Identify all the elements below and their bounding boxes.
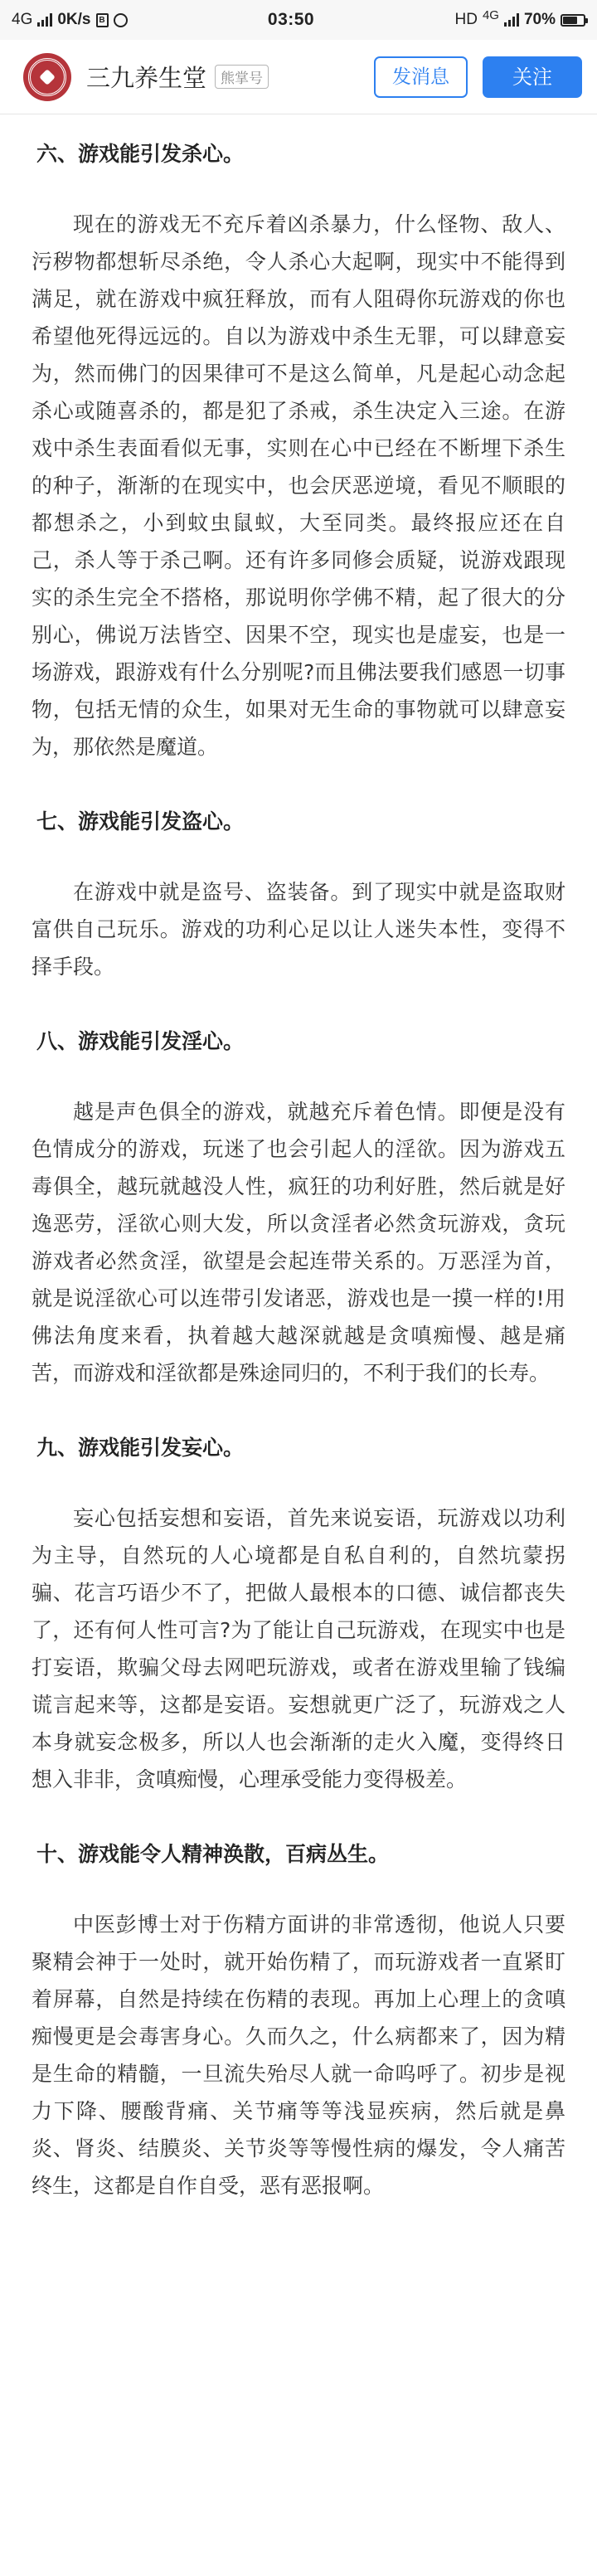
account-badge: 熊掌号 [215, 65, 269, 89]
section-paragraph-7: 在游戏中就是盗号、盗装备。到了现实中就是盗取财富供自己玩乐。游戏的功利心足以让人迷失本性，变得不择手段。 [32, 880, 565, 979]
section-paragraph-6: 现在的游戏无不充斥着凶杀暴力，什么怪物、敌人、污秽物都想斩尽杀绝，令人杀心大起啊，现实中不能得到满足，就在游戏中疯狂释放，而有人阻碍你玩游戏的你也希望他死得远远的。自以为游戏中杀生无罪，可以肆意妄为，然而佛门的因果律可不是这么简单，凡是起心动念起杀心或随喜杀的，都是犯了杀戒，杀生决定入三途。在游戏中杀生表面看似无事，实则在心中已经在不断埋下杀生的种子，渐渐的在现实中，也会厌恶逆境，看见不顺眼的都想杀之，小到蚊虫鼠蚁，大至同类。最终报应还在自己，杀人等于杀己啊。还有许多同修会质疑，说游戏跟现实的杀生完全不搭格，那说明你学佛不精，起了很大的分别心，佛说万法皆空、因果不空，现实也是虚妄，也是一场游戏，跟游戏有什么分别呢?而且佛法要我们感恩一切事物，包括无情的众生，如果对无生命的事物就可以肆意妄为，那依然是魔道。 [32, 212, 565, 759]
section-paragraph-8: 越是声色俱全的游戏，就越充斥着色情。即便是没有色情成分的游戏，玩迷了也会引起人的淫欲。因为游戏五毒俱全，越玩就越没人性，疯狂的功利好胜，然后就是好逸恶劳，淫欲心则大发，所以贪淫者必然贪玩游戏，贪玩游戏者必然贪淫，欲望是会起连带关系的。万恶淫为首，就是说淫欲心可以连带引发诸恶，游戏也是一摸一样的!用佛法角度来看，执着越大越深就越是贪嗔痴慢、越是痛苦，而游戏和淫欲都是殊途同归的，不利于我们的长寿。 [32, 1100, 565, 1385]
account-logo-icon[interactable] [23, 53, 71, 101]
clock: 03:50 [267, 10, 315, 29]
send-message-button[interactable]: 发消息 [374, 56, 468, 98]
status-right [454, 7, 586, 29]
notification-icon: B [96, 13, 109, 27]
signal-icon [37, 13, 52, 27]
section-title-6: 六、游戏能引发杀心。 [36, 142, 245, 166]
signal-icon-right [504, 13, 519, 27]
section-paragraph-10: 中医彭博士对于伤精方面讲的非常透彻，他说人只要聚精会神于一处时，就开始伤精了，而玩游戏者一直紧盯着屏幕，自然是持续在伤精的表现。再加上心理上的贪嗔痴慢更是会毒害身心。久而久之，什么病都来了，因为精是生命的精髓，一旦流失殆尽人就一命呜呼了。初步是视力下降、腰酸背痛、关节痛等等浅显疾病，然后就是鼻炎、肾炎、结膜炎、关节炎等等慢性病的爆发，令人痛苦终生，这都是自作自受，恶有恶报啊。 [32, 1913, 565, 2198]
network-type-right: 4G [482, 7, 499, 22]
article-body [0, 114, 597, 2204]
battery-icon [561, 14, 585, 27]
status-bar [0, 0, 597, 40]
section-title-7: 七、游戏能引发盗心。 [36, 809, 245, 834]
network-speed: 0K/s [57, 11, 91, 28]
section-title-10: 十、游戏能令人精神涣散，百病丛生。 [36, 1842, 390, 1866]
follow-button[interactable]: 关注 [483, 56, 582, 98]
account-name[interactable]: 三九养生堂 [86, 64, 207, 92]
section-title-8: 八、游戏能引发淫心。 [36, 1029, 245, 1053]
section-paragraph-9: 妄心包括妄想和妄语，首先来说妄语，玩游戏以功利为主导，自然玩的人心境都是自私自利的，自然坑蒙拐骗、花言巧语少不了，把做人最根本的口德、诚信都丧失了，还有何人性可言?为了能让自己玩游戏，在现实中也是打妄语，欺骗父母去网吧玩游戏，或者在游戏里输了钱编谎言起来等，这都是妄语。妄想就更广泛了，玩游戏之人本身就妄念极多，所以人也会渐渐的走火入魔，变得终日想入非非，贪嗔痴慢，心理承受能力变得极差。 [32, 1506, 565, 1791]
hd-indicator: HD [454, 11, 478, 28]
network-type: 4G [12, 11, 33, 28]
battery-percent: 70% [523, 11, 556, 28]
app-header [0, 40, 597, 114]
sync-icon [114, 13, 128, 27]
status-left [12, 11, 128, 29]
section-title-9: 九、游戏能引发妄心。 [36, 1436, 245, 1460]
